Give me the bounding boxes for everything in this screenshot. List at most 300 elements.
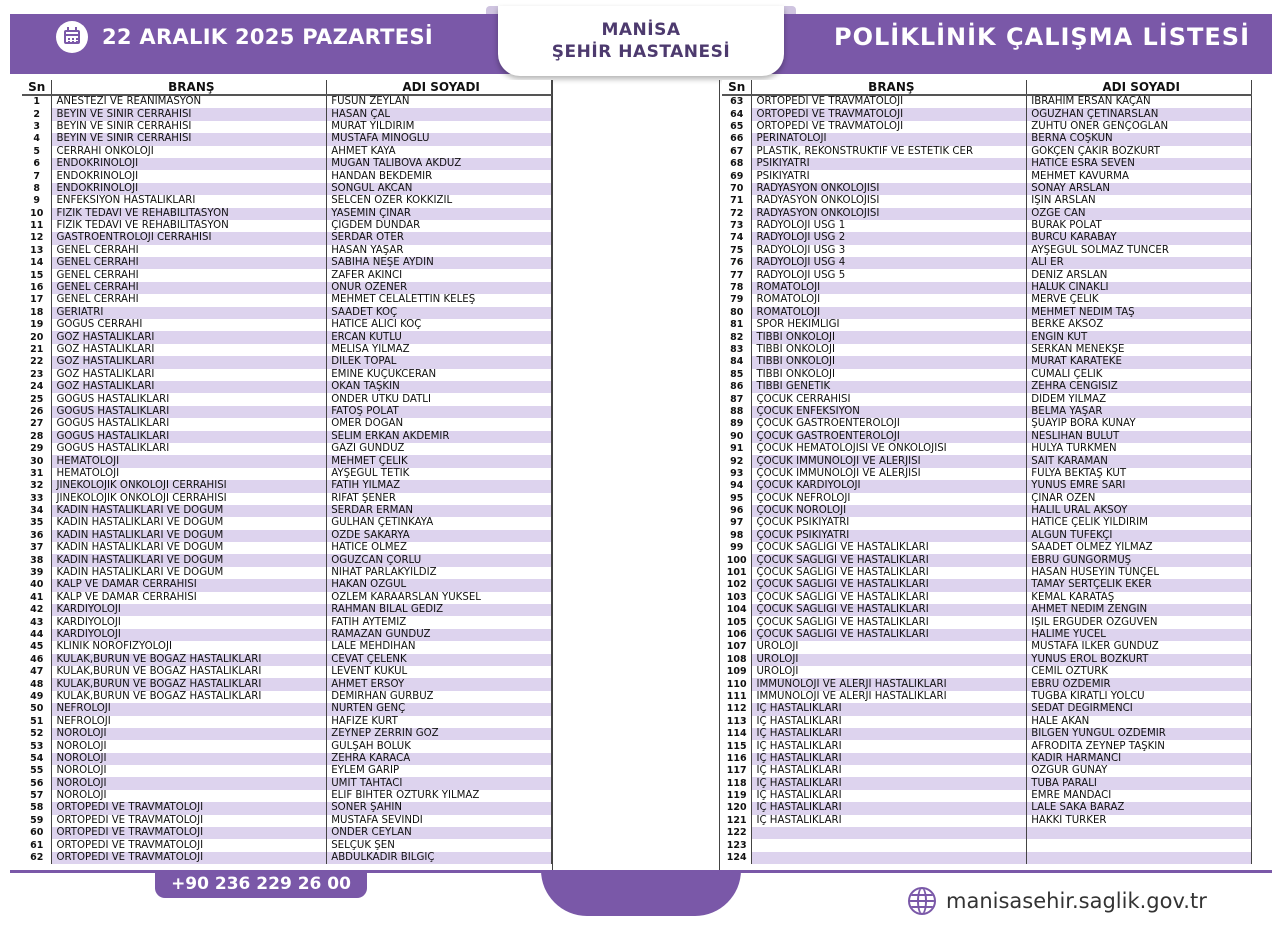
doctor-name-cell: AYŞEGÜL TETİK xyxy=(327,468,552,480)
row-number: 25 xyxy=(22,393,52,405)
row-number: 2 xyxy=(22,108,52,120)
doctor-name-cell: MÜGAN TALIBOVA AKDÜZ xyxy=(327,158,552,170)
doctor-name-cell: HASAN HÜSEYİN TUNÇEL xyxy=(1027,567,1252,579)
branch-cell: ÇOCUK NÖROLOJİ xyxy=(752,505,1027,517)
doctor-name-cell: SELİM ERKAN AKDEMİR xyxy=(327,431,552,443)
doctor-name-cell: ÖNDER UTKU DATLI xyxy=(327,393,552,405)
row-number: 68 xyxy=(722,158,752,170)
branch-cell: ÇOCUK HEMATOLOJİSİ VE ONKOLOJİSİ xyxy=(752,443,1027,455)
doctor-name-cell: KADİR HARMANCI xyxy=(1027,753,1252,765)
doctor-name-cell: GÜLHAN ÇETİNKAYA xyxy=(327,517,552,529)
branch-cell: KULAK,BURUN VE BOĞAZ HASTALIKLARI xyxy=(52,678,327,690)
row-number: 78 xyxy=(722,282,752,294)
row-number: 67 xyxy=(722,146,752,158)
table-row xyxy=(722,777,1252,789)
table-row xyxy=(722,121,1252,133)
row-number: 65 xyxy=(722,121,752,133)
branch-cell: İÇ HASTALIKLARI xyxy=(752,765,1027,777)
website-text: manisasehir.saglik.gov.tr xyxy=(946,889,1207,913)
row-number: 23 xyxy=(22,369,52,381)
branch-cell: KADIN HASTALIKLARI VE DOĞUM xyxy=(52,554,327,566)
branch-cell: ROMATOLOJİ xyxy=(752,294,1027,306)
branch-cell: ORTOPEDİ VE TRAVMATOLOJİ xyxy=(52,852,327,864)
row-number: 87 xyxy=(722,393,752,405)
table-row xyxy=(22,703,552,715)
doctor-name-cell: LALE SAKA BARAZ xyxy=(1027,802,1252,814)
row-number: 102 xyxy=(722,579,752,591)
branch-cell: HEMATOLOJİ xyxy=(52,455,327,467)
branch-cell: NÖROLOJİ xyxy=(52,765,327,777)
row-number: 118 xyxy=(722,777,752,789)
table-row xyxy=(722,431,1252,443)
doctor-name-cell: ŞUAYİP BORA KUNAY xyxy=(1027,418,1252,430)
doctor-name-cell: HASAN ÇAL xyxy=(327,108,552,120)
row-number: 37 xyxy=(22,542,52,554)
row-number: 99 xyxy=(722,542,752,554)
branch-cell: PSİKİYATRİ xyxy=(752,158,1027,170)
doctor-name-cell: SONGÜL AKCAN xyxy=(327,183,552,195)
doctor-name-cell: MUSTAFA İLKER GÜNDÜZ xyxy=(1027,641,1252,653)
row-number: 48 xyxy=(22,678,52,690)
table-row xyxy=(722,765,1252,777)
branch-cell: ORTOPEDİ VE TRAVMATOLOJİ xyxy=(752,108,1027,120)
table-row xyxy=(22,121,552,133)
row-number: 49 xyxy=(22,691,52,703)
table-row xyxy=(722,195,1252,207)
table-row xyxy=(722,629,1252,641)
table-row xyxy=(22,443,552,455)
doctor-name-cell: OĞUZCAN ÇORLU xyxy=(327,554,552,566)
doctor-name-cell: SAADET ÖLMEZ YILMAZ xyxy=(1027,542,1252,554)
table-row xyxy=(722,282,1252,294)
table-row xyxy=(22,802,552,814)
doctor-name-cell: ÜMİT TAHTACI xyxy=(327,777,552,789)
row-number: 81 xyxy=(722,319,752,331)
branch-cell: GÖZ HASTALIKLARI xyxy=(52,356,327,368)
branch-cell: TIBBİ ONKOLOJİ xyxy=(752,344,1027,356)
table-row xyxy=(22,641,552,653)
branch-cell: GÖĞÜS HASTALIKLARI xyxy=(52,393,327,405)
doctor-name-cell: HALİME YÜCEL xyxy=(1027,629,1252,641)
table-row xyxy=(722,530,1252,542)
doctor-name-cell xyxy=(1027,839,1252,851)
row-number: 54 xyxy=(22,753,52,765)
row-number: 11 xyxy=(22,220,52,232)
branch-cell xyxy=(752,839,1027,851)
doctor-name-cell: SABİHA NEŞE AYDIN xyxy=(327,257,552,269)
table-row xyxy=(22,505,552,517)
doctor-name-cell: MEHMET CELALETTİN KELEŞ xyxy=(327,294,552,306)
table-row xyxy=(22,431,552,443)
table-row xyxy=(722,95,1252,108)
table-row xyxy=(22,839,552,851)
table-row xyxy=(722,604,1252,616)
table-row xyxy=(22,393,552,405)
branch-cell: CERRAHİ ONKOLOJİ xyxy=(52,146,327,158)
doctor-name-cell: BURAK POLAT xyxy=(1027,220,1252,232)
table-row xyxy=(722,418,1252,430)
row-number: 92 xyxy=(722,455,752,467)
table-row xyxy=(722,257,1252,269)
doctor-name-cell: CEVAT ÇELENK xyxy=(327,654,552,666)
branch-cell: KLİNİK NÖROFİZYOLOJİ xyxy=(52,641,327,653)
table-row xyxy=(722,319,1252,331)
branch-cell: İÇ HASTALIKLARI xyxy=(752,716,1027,728)
row-number: 105 xyxy=(722,616,752,628)
table-row xyxy=(22,468,552,480)
row-number: 114 xyxy=(722,728,752,740)
branch-cell: GÖĞÜS HASTALIKLARI xyxy=(52,431,327,443)
table-row xyxy=(22,666,552,678)
row-number: 101 xyxy=(722,567,752,579)
branch-cell: KADIN HASTALIKLARI VE DOĞUM xyxy=(52,542,327,554)
branch-cell: KARDİYOLOJİ xyxy=(52,604,327,616)
table-row xyxy=(722,468,1252,480)
branch-cell: ORTOPEDİ VE TRAVMATOLOJİ xyxy=(52,827,327,839)
branch-cell: ORTOPEDİ VE TRAVMATOLOJİ xyxy=(52,839,327,851)
branch-cell: TIBBİ GENETİK xyxy=(752,381,1027,393)
branch-cell: İÇ HASTALIKLARI xyxy=(752,815,1027,827)
table-row xyxy=(22,381,552,393)
table-row xyxy=(22,245,552,257)
row-number: 44 xyxy=(22,629,52,641)
row-number: 17 xyxy=(22,294,52,306)
doctor-name-cell: AHMET NEDİM ZENGİN xyxy=(1027,604,1252,616)
doctor-name-cell: HATİCE ÇELİK YILDIRIM xyxy=(1027,517,1252,529)
table-row xyxy=(22,344,552,356)
doctor-name-cell: HASAN YAŞAR xyxy=(327,245,552,257)
branch-cell: RADYASYON ONKOLOJİSİ xyxy=(752,183,1027,195)
doctor-name-cell: LALE MEHDİHAN xyxy=(327,641,552,653)
row-number: 18 xyxy=(22,307,52,319)
branch-cell: İÇ HASTALIKLARI xyxy=(752,790,1027,802)
branch-cell: NÖROLOJİ xyxy=(52,728,327,740)
doctor-name-cell: GÜLŞAH BÖLÜK xyxy=(327,740,552,752)
table-row xyxy=(722,616,1252,628)
doctor-name-cell: BERNA COŞKUN xyxy=(1027,133,1252,145)
branch-cell: BEYİN VE SİNİR CERRAHİSİ xyxy=(52,121,327,133)
right-schedule-table xyxy=(722,80,1252,864)
branch-cell: FİZİK TEDAVİ VE REHABİLİTASYON xyxy=(52,220,327,232)
doctor-name-cell: YASEMİN ÇINAR xyxy=(327,208,552,220)
branch-cell: NÖROLOJİ xyxy=(52,790,327,802)
doctor-name-cell: SERDAR ERMAN xyxy=(327,505,552,517)
doctor-name-cell: SELÇUK ŞEN xyxy=(327,839,552,851)
table-row xyxy=(722,728,1252,740)
row-number: 51 xyxy=(22,716,52,728)
row-number: 117 xyxy=(722,765,752,777)
doctor-name-cell: HÜLYA TÜRKMEN xyxy=(1027,443,1252,455)
row-number: 76 xyxy=(722,257,752,269)
doctor-name-cell: RAMAZAN GÜNDÜZ xyxy=(327,629,552,641)
row-number: 31 xyxy=(22,468,52,480)
table-row xyxy=(722,517,1252,529)
hospital-name-line2: ŞEHİR HASTANESİ xyxy=(551,42,731,62)
branch-cell: KADIN HASTALIKLARI VE DOĞUM xyxy=(52,530,327,542)
table-row xyxy=(22,369,552,381)
doctor-name-cell xyxy=(1027,827,1252,839)
branch-cell: İÇ HASTALIKLARI xyxy=(752,728,1027,740)
branch-cell: GÖZ HASTALIKLARI xyxy=(52,369,327,381)
table-row xyxy=(722,839,1252,851)
doctor-name-cell: HALE AKAN xyxy=(1027,716,1252,728)
branch-cell: BEYİN VE SİNİR CERRAHİSİ xyxy=(52,108,327,120)
footer-tab xyxy=(541,870,741,916)
doctor-name-cell: HAKAN ÖZGÜL xyxy=(327,579,552,591)
table-row xyxy=(22,418,552,430)
row-number: 120 xyxy=(722,802,752,814)
row-number: 57 xyxy=(22,790,52,802)
table-row xyxy=(22,716,552,728)
branch-cell: ROMATOLOJİ xyxy=(752,307,1027,319)
row-number: 4 xyxy=(22,133,52,145)
row-number: 26 xyxy=(22,406,52,418)
doctor-name-cell: NESLİHAN BULUT xyxy=(1027,431,1252,443)
doctor-name-cell: YUNUS EMRE SARI xyxy=(1027,480,1252,492)
doctor-name-cell: EYLEM GARİP xyxy=(327,765,552,777)
branch-cell: NÖROLOJİ xyxy=(52,753,327,765)
table-row xyxy=(22,728,552,740)
table-row xyxy=(722,554,1252,566)
table-row xyxy=(722,827,1252,839)
doctor-name-cell: ERCAN KUTLU xyxy=(327,331,552,343)
branch-cell: ÇOCUK İMMÜNOLOJİ VE ALERJİSİ xyxy=(752,455,1027,467)
branch-cell: GENEL CERRAHİ xyxy=(52,269,327,281)
doctor-name-cell: ALİ ER xyxy=(1027,257,1252,269)
doctor-name-cell: SELCEN ÖZER KÖKKIZIL xyxy=(327,195,552,207)
row-number: 60 xyxy=(22,827,52,839)
table-row xyxy=(22,133,552,145)
table-row xyxy=(22,554,552,566)
branch-cell: ÜROLOJİ xyxy=(752,641,1027,653)
row-number: 110 xyxy=(722,678,752,690)
table-row xyxy=(722,505,1252,517)
doctor-name-cell: BERKE AKSÖZ xyxy=(1027,319,1252,331)
doctor-name-cell: ZEHRA CENGİSİZ xyxy=(1027,381,1252,393)
branch-cell: ÇOCUK CERRAHİSİ xyxy=(752,393,1027,405)
table-row xyxy=(22,654,552,666)
row-number: 98 xyxy=(722,530,752,542)
doctor-name-cell: HANDAN BEKDEMİR xyxy=(327,170,552,182)
branch-cell: ÇOCUK SAĞLIĞI VE HASTALIKLARI xyxy=(752,616,1027,628)
branch-cell: NEFROLOJİ xyxy=(52,716,327,728)
branch-cell: GENEL CERRAHİ xyxy=(52,257,327,269)
row-number: 22 xyxy=(22,356,52,368)
branch-cell: ÇOCUK ENFEKSİYON xyxy=(752,406,1027,418)
table-row xyxy=(722,331,1252,343)
table-row xyxy=(722,170,1252,182)
doctor-name-cell: NURTEN GENÇ xyxy=(327,703,552,715)
row-number: 75 xyxy=(722,245,752,257)
row-number: 35 xyxy=(22,517,52,529)
doctor-name-cell: OKAN TAŞKIN xyxy=(327,381,552,393)
table-row xyxy=(722,802,1252,814)
row-number: 90 xyxy=(722,431,752,443)
table-row xyxy=(22,195,552,207)
row-number: 40 xyxy=(22,579,52,591)
row-number: 103 xyxy=(722,592,752,604)
doctor-name-cell: GÖKÇEN ÇAKIR BOZKURT xyxy=(1027,146,1252,158)
branch-cell: ÇOCUK NEFROLOJİ xyxy=(752,493,1027,505)
doctor-name-cell: FATİH AYTEMİZ xyxy=(327,616,552,628)
branch-cell: ENDOKRİNOLOJİ xyxy=(52,183,327,195)
doctor-name-cell: ÇİĞDEM DÜNDAR xyxy=(327,220,552,232)
branch-cell: İÇ HASTALIKLARI xyxy=(752,740,1027,752)
branch-cell: ÜROLOJİ xyxy=(752,654,1027,666)
table-row xyxy=(722,381,1252,393)
row-number: 122 xyxy=(722,827,752,839)
row-number: 56 xyxy=(22,777,52,789)
doctor-name-cell: ÖZGE CAN xyxy=(1027,208,1252,220)
branch-cell: BEYİN VE SİNİR CERRAHİSİ xyxy=(52,133,327,145)
row-number: 71 xyxy=(722,195,752,207)
branch-cell: ENFEKSİYON HASTALIKLARI xyxy=(52,195,327,207)
table-row xyxy=(22,604,552,616)
table-row xyxy=(722,108,1252,120)
doctor-name-cell: SERDAR ÖTER xyxy=(327,232,552,244)
row-number: 33 xyxy=(22,493,52,505)
row-number: 45 xyxy=(22,641,52,653)
table-row xyxy=(722,480,1252,492)
row-number: 74 xyxy=(722,232,752,244)
branch-cell: JİNEKOLOJİK ONKOLOJİ CERRAHİSİ xyxy=(52,480,327,492)
branch-cell: KALP VE DAMAR CERRAHİSİ xyxy=(52,592,327,604)
row-number: 63 xyxy=(722,95,752,108)
row-number: 106 xyxy=(722,629,752,641)
doctor-name-cell: EBRU GÜNGÖRMÜŞ xyxy=(1027,554,1252,566)
table-row xyxy=(22,294,552,306)
doctor-name-cell: LEVENT KUKUL xyxy=(327,666,552,678)
doctor-name-cell xyxy=(1027,852,1252,864)
row-number: 52 xyxy=(22,728,52,740)
row-number: 79 xyxy=(722,294,752,306)
table-row xyxy=(22,356,552,368)
doctor-name-cell: HAFİZE KURT xyxy=(327,716,552,728)
doctor-name-cell: AYŞEGÜL SOLMAZ TUNCER xyxy=(1027,245,1252,257)
row-number: 58 xyxy=(22,802,52,814)
row-number: 41 xyxy=(22,592,52,604)
row-number: 46 xyxy=(22,654,52,666)
doctor-name-cell: SERKAN MENEKŞE xyxy=(1027,344,1252,356)
branch-cell: GERİATRİ xyxy=(52,307,327,319)
table-row xyxy=(22,678,552,690)
row-number: 69 xyxy=(722,170,752,182)
table-row xyxy=(722,406,1252,418)
row-number: 115 xyxy=(722,740,752,752)
row-number: 96 xyxy=(722,505,752,517)
table-header-row xyxy=(22,80,552,95)
branch-cell: ÇOCUK GASTROENTEROLOJİ xyxy=(752,418,1027,430)
row-number: 32 xyxy=(22,480,52,492)
table-row xyxy=(22,616,552,628)
table-row xyxy=(722,666,1252,678)
doctor-name-cell: ÖNDER CEYLAN xyxy=(327,827,552,839)
branch-cell: GÖĞÜS HASTALIKLARI xyxy=(52,443,327,455)
row-number: 62 xyxy=(22,852,52,864)
branch-cell: GASTROENTROLOJİ CERRAHİSİ xyxy=(52,232,327,244)
row-number: 5 xyxy=(22,146,52,158)
doctor-name-cell: MELİSA YILMAZ xyxy=(327,344,552,356)
row-number: 16 xyxy=(22,282,52,294)
table-row xyxy=(722,740,1252,752)
doctor-name-cell: ONUR ÖZENER xyxy=(327,282,552,294)
table-row xyxy=(722,294,1252,306)
doctor-name-cell: ALGUN TÜFEKÇİ xyxy=(1027,530,1252,542)
branch-cell: RADYOLOJİ USG 1 xyxy=(752,220,1027,232)
row-number: 38 xyxy=(22,554,52,566)
website xyxy=(908,885,1207,917)
doctor-name-cell: MURAT YILDIRIM xyxy=(327,121,552,133)
branch-cell: ÇOCUK KARDİYOLOJİ xyxy=(752,480,1027,492)
branch-cell: NÖROLOJİ xyxy=(52,740,327,752)
doctor-name-cell: EMİNE KÜÇÜKCERAN xyxy=(327,369,552,381)
branch-cell: RADYOLOJİ USG 5 xyxy=(752,269,1027,281)
doctor-name-cell: IŞIN ARSLAN xyxy=(1027,195,1252,207)
doctor-name-cell: HATİCE ESRA SEVEN xyxy=(1027,158,1252,170)
branch-cell xyxy=(752,827,1027,839)
row-number: 36 xyxy=(22,530,52,542)
table-row xyxy=(722,307,1252,319)
branch-cell: PSİKİYATRİ xyxy=(752,170,1027,182)
table-row xyxy=(22,567,552,579)
table-row xyxy=(722,753,1252,765)
table-row xyxy=(22,480,552,492)
row-number: 21 xyxy=(22,344,52,356)
table-row xyxy=(722,393,1252,405)
doctor-name-cell: ÖZGÜR GÜNAY xyxy=(1027,765,1252,777)
row-number: 8 xyxy=(22,183,52,195)
row-number: 123 xyxy=(722,839,752,851)
doctor-name-cell: DENİZ ARSLAN xyxy=(1027,269,1252,281)
branch-cell: ANESTEZİ VE REANİMASYON xyxy=(52,95,327,108)
table-row xyxy=(22,629,552,641)
branch-cell: ORTOPEDİ VE TRAVMATOLOJİ xyxy=(752,121,1027,133)
table-row xyxy=(722,146,1252,158)
branch-cell: RADYOLOJİ USG 4 xyxy=(752,257,1027,269)
doctor-name-cell: MUSTAFA MİNOĞLU xyxy=(327,133,552,145)
table-row xyxy=(22,592,552,604)
row-number: 20 xyxy=(22,331,52,343)
row-number: 9 xyxy=(22,195,52,207)
row-number: 14 xyxy=(22,257,52,269)
table-row xyxy=(722,455,1252,467)
doctor-name-cell: BİLGEN YÜNGÜL ÖZDEMİR xyxy=(1027,728,1252,740)
row-number: 89 xyxy=(722,418,752,430)
row-number: 107 xyxy=(722,641,752,653)
row-number: 70 xyxy=(722,183,752,195)
doctor-name-cell: EMRE MANDACI xyxy=(1027,790,1252,802)
branch-cell: GÖZ HASTALIKLARI xyxy=(52,344,327,356)
doctor-name-cell: DEMİRHAN GÜRBÜZ xyxy=(327,691,552,703)
doctor-name-cell: ÖMER DOĞAN xyxy=(327,418,552,430)
row-number: 124 xyxy=(722,852,752,864)
branch-cell: GENEL CERRAHİ xyxy=(52,245,327,257)
table-row xyxy=(22,146,552,158)
doctor-name-cell: ENGİN KUT xyxy=(1027,331,1252,343)
branch-cell: HEMATOLOJİ xyxy=(52,468,327,480)
doctor-name-cell: SAİT KARAMAN xyxy=(1027,455,1252,467)
branch-cell: KULAK,BURUN VE BOĞAZ HASTALIKLARI xyxy=(52,691,327,703)
branch-cell: ÇOCUK PSİKİYATRİ xyxy=(752,530,1027,542)
doctor-name-cell: CEMİL ÖZTÜRK xyxy=(1027,666,1252,678)
row-number: 119 xyxy=(722,790,752,802)
doctor-name-cell: MURAT KARATEKE xyxy=(1027,356,1252,368)
row-number: 83 xyxy=(722,344,752,356)
date-label xyxy=(56,17,433,57)
doctor-name-cell: SEDAT DEĞİRMENCİ xyxy=(1027,703,1252,715)
table-row xyxy=(22,777,552,789)
row-number: 109 xyxy=(722,666,752,678)
